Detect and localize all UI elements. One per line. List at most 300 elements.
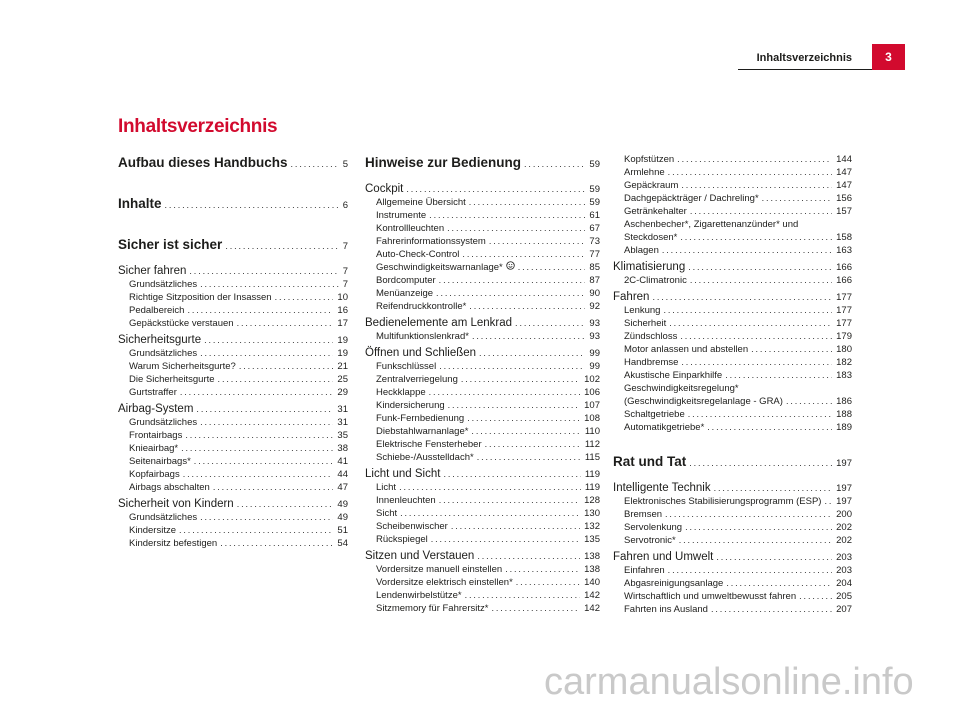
toc-entry [613,408,852,421]
toc-entry-label: Getränkehalter [624,206,687,217]
toc-chapter-heading [118,498,348,511]
toc-leader-dots [467,412,580,425]
running-header-title: Inhaltsverzeichnis [756,52,852,64]
toc-entry [613,218,852,244]
toc-entry-row [376,576,600,589]
toc-entry-label: Bordcomputer [376,275,436,286]
toc-page-number: 6 [342,200,348,211]
toc-entry-row [118,498,348,511]
toc-page-number: 140 [584,577,600,588]
toc-page-number: 197 [836,483,852,494]
toc-entry [613,192,852,205]
toc-leader-dots [472,330,585,343]
toc-page-number: 138 [584,564,600,575]
toc-entry [365,494,600,507]
toc-entry-label: Ablagen [624,245,659,256]
toc-entry-label: Sicher fahren [118,265,187,277]
toc-leader-dots [406,183,585,196]
toc-entry-row [624,577,852,590]
toc-entry-label: Instrumente [376,210,427,221]
toc-leader-dots [665,508,832,521]
toc-entry-row [624,205,852,218]
toc-page-number: 35 [337,430,348,441]
toc-leader-dots [669,317,832,330]
toc-page-number: 19 [337,335,348,346]
toc-entry [613,369,852,382]
toc-entry-row [129,416,348,429]
toc-leader-dots [451,520,580,533]
toc-entry-label: Gepäckstücke verstauen [129,318,234,329]
toc-chapter-heading [118,403,348,416]
toc-entry-row [624,421,852,434]
toc-page-number: 112 [584,439,600,450]
toc-entry [613,244,852,257]
toc-entry-label: Innenleuchten [376,495,436,506]
toc-entry-label: Pedalbereich [129,305,185,316]
toc-column-3 [613,153,852,616]
toc-entry [118,481,348,494]
toc-entry-row [624,395,852,408]
toc-leader-dots [680,330,832,343]
toc-leader-dots [465,589,581,602]
toc-entry-row [118,153,348,175]
toc-chapter-heading [365,468,600,481]
toc-entry-row [376,196,600,209]
toc-entry-row [129,468,348,481]
toc-page-number: 166 [836,275,852,286]
toc-entry-label-line: Aschenbecher*, Zigarettenanzünder* und [624,219,799,230]
toc-entry-label: Grundsätzliches [129,417,198,428]
toc-entry-label: Auto-Check-Control [376,249,460,260]
toc-page-number: 203 [836,565,852,576]
toc-page-number: 38 [337,443,348,454]
toc-entry [365,261,600,274]
toc-page-number: 147 [836,180,852,191]
toc-entry-label: Gepäckraum [624,180,679,191]
toc-entry-row [624,192,852,205]
toc-entry-label: Automatikgetriebe* [624,422,705,433]
toc-entry [365,196,600,209]
toc-entry [613,304,852,317]
toc-entry-label: Öffnen und Schließen [365,347,477,359]
toc-entry-label: Funkschlüssel [376,361,437,372]
toc-entry [365,481,600,494]
toc-entry [365,425,600,438]
toc-leader-dots [204,334,333,347]
toc-leader-dots [187,304,333,317]
toc-chapter-heading [365,317,600,330]
toc-leader-dots [436,287,585,300]
toc-entry [613,495,852,508]
toc-entry-label: Akustische Einparkhilfe [624,370,723,381]
toc-entry-row [129,386,348,399]
toc-page-number: 10 [337,292,348,303]
toc-page-number: 108 [584,413,600,424]
toc-page-number: 29 [337,387,348,398]
toc-entry-label: Lenkung [624,305,661,316]
toc-entry-label: Aufbau dieses Handbuchs [118,155,288,170]
toc-entry [118,317,348,330]
toc-entry-row [129,360,348,373]
toc-entry-label: Abgasreinigungsanlage [624,578,724,589]
toc-entry-label: Frontairbags [129,430,183,441]
toc-page-number: 73 [589,236,600,247]
toc-entry-label: Fahren [613,291,650,303]
toc-leader-dots [213,481,334,494]
toc-entry-row [376,563,600,576]
toc-page-number: 41 [337,456,348,467]
toc-entry-row [376,209,600,222]
toc-entry-row [129,537,348,550]
toc-page-number: 115 [584,452,600,463]
toc-entry [365,576,600,589]
toc-entry [613,166,852,179]
toc-leader-dots [185,429,333,442]
toc-page-number: 7 [342,279,348,290]
toc-entry-label: 2C-Climatronic [624,275,687,286]
toc-leader-dots [726,577,832,590]
toc-page-number: 203 [836,552,852,563]
toc-page-number: 205 [836,591,852,602]
toc-chapter-heading [365,550,600,563]
toc-entry-label: Grundsätzliches [129,348,198,359]
toc-entry-row [376,300,600,313]
toc-leader-dots [461,373,580,386]
toc-chapter-heading [613,261,852,274]
toc-leader-dots [181,442,333,455]
toc-page-number: 156 [836,193,852,204]
toc-entry-row [376,494,600,507]
toc-entry-row [376,330,600,343]
toc-entry-row [129,524,348,537]
toc-page-number: 85 [589,262,600,273]
toc-leader-dots [165,195,339,215]
toc-leader-dots [679,534,832,547]
toc-entry [613,274,852,287]
toc-entry-row [376,507,600,520]
toc-page-number: 138 [584,551,600,562]
toc-leader-dots [439,360,585,373]
toc-leader-dots [180,386,334,399]
page-number-badge [872,44,905,70]
toc-entry [118,416,348,429]
toc-entry-row [624,564,852,577]
toc-entry [613,356,852,369]
toc-leader-dots [291,154,339,174]
circled-symbol-icon [506,261,515,274]
toc-page-number: 49 [337,512,348,523]
toc-leader-dots [516,576,580,589]
toc-entry-label: Servolenkung [624,522,683,533]
toc-entry-label: Elektronisches Stabilisierungsprogramm (ESP) [624,496,822,507]
toc-entry [118,291,348,304]
toc-entry [118,373,348,386]
toc-entry-label: Vordersitze manuell einstellen [376,564,503,575]
toc-part-heading [118,194,348,216]
toc-entry-row [118,403,348,416]
toc-leader-dots [707,421,832,434]
toc-page-number: 87 [589,275,600,286]
toc-entry-label: Armlehne [624,167,665,178]
toc-entry-label: Multifunktionslenkrad* [376,331,469,342]
toc-page-number: 183 [836,370,852,381]
toc-entry-label: Dachgepäckträger / Dachreling* [624,193,759,204]
toc-entry-row [624,304,852,317]
toc-leader-dots [220,537,333,550]
toc-page-number: 177 [836,318,852,329]
toc-entry-label: Richtige Sitzposition der Insassen [129,292,272,303]
toc-entry [613,153,852,166]
toc-entry-label: Heckklappe [376,387,426,398]
toc-entry-row [376,373,600,386]
toc-entry [365,300,600,313]
toc-entry [365,412,600,425]
toc-leader-dots [237,498,334,511]
toc-entry [365,287,600,300]
toc-entry-label: Intelligente Technik [613,482,711,494]
toc-page-number: 59 [589,159,600,170]
toc-page-number: 49 [337,499,348,510]
toc-entry-row [376,274,600,287]
toc-entry-label: Scheibenwischer [376,521,448,532]
toc-entry-row [624,343,852,356]
toc-entry-row [365,468,600,481]
toc-leader-dots [429,386,581,399]
toc-entry-label: Vordersitze elektrisch einstellen* [376,577,513,588]
toc-entry-row [129,278,348,291]
toc-entry [118,429,348,442]
toc-entry-label: Wirtschaftlich und umweltbewusst fahren [624,591,797,602]
toc-entry-row [376,399,600,412]
toc-leader-dots [762,192,832,205]
toc-leader-dots [688,261,832,274]
toc-entry-row [624,408,852,421]
toc-entry-row [624,330,852,343]
toc-page-number: 128 [584,495,600,506]
toc-leader-dots [477,550,580,563]
toc-entry-label: Zentralverriegelung [376,374,458,385]
toc-entry [118,511,348,524]
toc-leader-dots [714,482,833,495]
toc-leader-dots [275,291,334,304]
toc-entry [613,179,852,192]
toc-entry [365,360,600,373]
toc-entry-label: Reifendruckkontrolle* [376,301,467,312]
toc-entry-row [624,317,852,330]
toc-part-heading [118,153,348,175]
toc-entry [365,451,600,464]
toc-entry-row [376,235,600,248]
toc-page-number: 17 [337,318,348,329]
toc-entry-row [365,347,600,360]
toc-page-number: 197 [836,458,852,469]
toc-entry-row [129,373,348,386]
toc-leader-dots [469,300,585,313]
toc-entry [613,603,852,616]
toc-entry [365,589,600,602]
toc-entry-label: Kontrollleuchten [376,223,445,234]
toc-page-number: 19 [337,348,348,359]
toc-page-number: 93 [589,318,600,329]
toc-leader-dots [439,274,586,287]
toc-entry-row [624,369,852,382]
toc-entry-label: Die Sicherheitsgurte [129,374,215,385]
toc-entry-row [129,442,348,455]
toc-entry-row [118,334,348,347]
toc-leader-dots [200,347,333,360]
toc-entry-label: Licht und Sicht [365,468,441,480]
toc-entry-row [613,482,852,495]
toc-leader-dots [239,360,334,373]
toc-entry-label: Sicherheit von Kindern [118,498,234,510]
toc-entry [613,330,852,343]
toc-entry-label: Fahrerinformationssystem [376,236,486,247]
toc-page-number: 189 [836,422,852,433]
toc-page-number: 204 [836,578,852,589]
toc-entry [118,468,348,481]
toc-entry [613,205,852,218]
toc-entry [365,235,600,248]
toc-entry [118,278,348,291]
toc-entry [613,382,852,408]
toc-entry-row [118,194,348,216]
toc-entry [365,520,600,533]
toc-leader-dots [489,235,586,248]
toc-page-number: 119 [584,482,600,493]
toc-leader-dots [681,179,832,192]
toc-entry-label: Hinweise zur Bedienung [365,155,522,170]
toc-page-number: 67 [589,223,600,234]
toc-leader-dots [690,274,832,287]
toc-leader-dots [189,265,338,278]
toc-leader-dots [711,603,832,616]
toc-entry-label: Airbags abschalten [129,482,210,493]
toc-entry-row [365,153,600,175]
toc-entry [365,386,600,399]
toc-entry [118,455,348,468]
toc-entry-label: Schaltgetriebe [624,409,685,420]
toc-entry-row [624,590,852,603]
toc-entry [118,442,348,455]
toc-leader-dots [447,222,585,235]
toc-leader-dots [237,317,334,330]
toc-entry [118,524,348,537]
toc-leader-dots [689,453,832,473]
toc-entry-label: Airbag-System [118,403,194,415]
toc-leader-dots [200,511,333,524]
toc-part-heading [118,235,348,257]
toc-leader-dots [448,399,580,412]
toc-entry-label: Servotronic* [624,535,676,546]
toc-entry [118,347,348,360]
toc-leader-dots [196,403,333,416]
toc-page-number: 99 [589,361,600,372]
toc-leader-dots [218,373,334,386]
toc-page-number: 51 [337,525,348,536]
toc-entry-row [613,291,852,304]
toc-page-number: 16 [337,305,348,316]
toc-entry-label: Bremsen [624,509,663,520]
toc-entry-row [624,356,852,369]
toc-leader-dots [194,455,334,468]
toc-entry-label: (Geschwindigkeitsregelanlage - GRA) [624,396,783,407]
toc-leader-dots [824,495,832,508]
toc-leader-dots [652,291,832,304]
toc-chapter-heading [365,347,600,360]
toc-column-2 [365,153,600,615]
toc-page-number: 90 [589,288,600,299]
toc-page-number: 177 [836,305,852,316]
toc-entry-row [118,235,348,257]
toc-entry-row [376,602,600,615]
toc-entry-label: Menüanzeige [376,288,434,299]
toc-page-number: 77 [589,249,600,260]
toc-entry-row [376,438,600,451]
toc-entry-label: Sitzen und Verstauen [365,550,475,562]
toc-leader-dots [663,304,832,317]
toc-page-number: 166 [836,262,852,273]
toc-entry [365,373,600,386]
toc-entry [365,330,600,343]
toc-page-number: 110 [584,426,600,437]
toc-entry-label: Schiebe-/Ausstelldach* [376,452,474,463]
toc-entry-label: Sicherheit [624,318,667,329]
toc-entry [118,537,348,550]
toc-page-number: 135 [584,534,600,545]
toc-leader-dots [690,205,832,218]
toc-leader-dots [681,356,832,369]
toc-leader-dots [471,425,580,438]
toc-leader-dots [505,563,580,576]
toc-entry-row [365,183,600,196]
toc-page-number: 59 [589,197,600,208]
toc-entry-row [624,603,852,616]
toc-entry [365,209,600,222]
toc-page-number: 188 [836,409,852,420]
page-number: 3 [885,50,892,64]
toc-leader-dots [524,154,585,174]
toc-entry [118,360,348,373]
toc-entry-row [129,347,348,360]
toc-leader-dots [399,481,581,494]
toc-entry-label: Geschwindigkeitswarnanlage* [376,262,503,273]
toc-page-number: 202 [836,522,852,533]
toc-entry-row [376,520,600,533]
toc-leader-dots [491,602,580,615]
toc-page-number: 59 [589,184,600,195]
toc-entry-row [376,451,600,464]
toc-entry-label: Kopfairbags [129,469,180,480]
toc-entry-row [365,550,600,563]
toc-entry-label: Steckdosen* [624,232,678,243]
toc-leader-dots [429,209,585,222]
toc-leader-dots [479,347,585,360]
toc-entry-row [613,551,852,564]
toc-entry-label: Funk-Fernbedienung [376,413,465,424]
toc-leader-dots [688,408,832,421]
toc-chapter-heading [613,482,852,495]
toc-leader-dots [515,317,585,330]
toc-leader-dots [200,416,333,429]
toc-page-number: 147 [836,167,852,178]
toc-entry-label: Allgemeine Übersicht [376,197,466,208]
toc-leader-dots [518,261,586,274]
toc-leader-dots [668,564,832,577]
toc-entry [365,533,600,546]
toc-page-number: 177 [836,292,852,303]
toc-entry [118,304,348,317]
toc-entry-row [624,153,852,166]
